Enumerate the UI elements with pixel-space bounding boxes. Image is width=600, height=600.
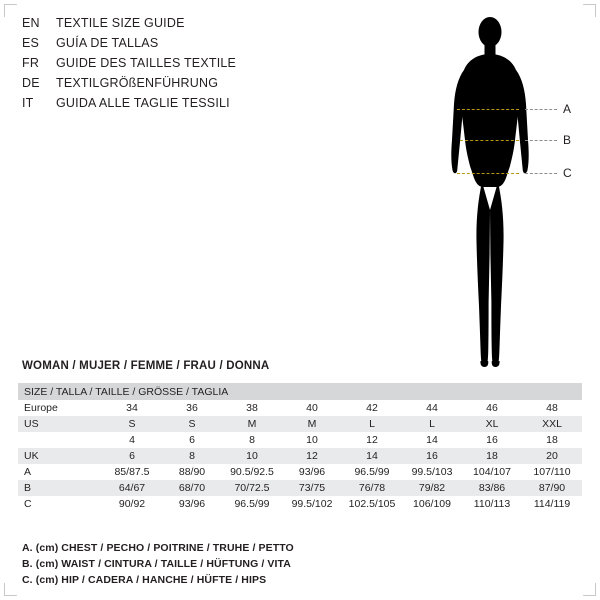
corner-mark-bottom-left: [4, 583, 17, 596]
cell-a-5: 96.5/99: [342, 464, 402, 480]
cell-europe-2: 36: [162, 400, 222, 416]
language-code-it: IT: [22, 96, 34, 110]
table-row: [18, 400, 582, 416]
cell-c-6: 106/109: [402, 496, 462, 512]
row-label-europe: Europe: [18, 400, 102, 416]
cell-b-3: 70/72.5: [222, 480, 282, 496]
cell-europe-6: 44: [402, 400, 462, 416]
measure-line-hip: [457, 173, 519, 174]
language-row-fr: [22, 56, 322, 76]
cell-europe-4: 40: [282, 400, 342, 416]
table-row: [18, 496, 582, 512]
size-table-wrapper: [18, 383, 582, 512]
cell-us-num-2: 6: [162, 432, 222, 448]
cell-a-8: 107/110: [522, 464, 582, 480]
language-code-en: EN: [22, 16, 40, 30]
cell-us-num-8: 18: [522, 432, 582, 448]
cell-b-8: 87/90: [522, 480, 582, 496]
row-label-b: B: [18, 480, 102, 496]
language-title-es: GUÍA DE TALLAS: [56, 36, 159, 50]
language-title-it: GUIDA ALLE TAGLIE TESSILI: [56, 96, 230, 110]
cell-c-8: 114/119: [522, 496, 582, 512]
cell-c-3: 96.5/99: [222, 496, 282, 512]
cell-a-4: 93/96: [282, 464, 342, 480]
cell-c-5: 102.5/105: [342, 496, 402, 512]
cell-a-6: 99.5/103: [402, 464, 462, 480]
cell-europe-7: 46: [462, 400, 522, 416]
cell-b-7: 83/86: [462, 480, 522, 496]
cell-us-letter-4: M: [282, 416, 342, 432]
cell-c-4: 99.5/102: [282, 496, 342, 512]
cell-us-num-4: 10: [282, 432, 342, 448]
pointer-line-hip: [525, 173, 557, 174]
row-label-c: C: [18, 496, 102, 512]
row-label-us: US: [18, 416, 102, 432]
table-row: [18, 480, 582, 496]
cell-b-2: 68/70: [162, 480, 222, 496]
language-code-fr: FR: [22, 56, 40, 70]
language-title-en: TEXTILE SIZE GUIDE: [56, 16, 185, 30]
cell-us-num-1: 4: [102, 432, 162, 448]
cell-b-6: 79/82: [402, 480, 462, 496]
pointer-line-waist: [525, 140, 557, 141]
woman-silhouette-icon: [430, 10, 550, 370]
cell-uk-6: 16: [402, 448, 462, 464]
cell-uk-1: 6: [102, 448, 162, 464]
language-code-de: DE: [22, 76, 40, 90]
cell-c-7: 110/113: [462, 496, 522, 512]
cell-uk-4: 12: [282, 448, 342, 464]
cell-europe-5: 42: [342, 400, 402, 416]
cell-a-2: 88/90: [162, 464, 222, 480]
cell-europe-8: 48: [522, 400, 582, 416]
cell-us-letter-1: S: [102, 416, 162, 432]
cell-a-1: 85/87.5: [102, 464, 162, 480]
measure-label-b: B: [563, 133, 572, 147]
cell-us-letter-5: L: [342, 416, 402, 432]
measure-label-c: C: [563, 166, 572, 180]
pointer-line-chest: [525, 109, 557, 110]
cell-uk-3: 10: [222, 448, 282, 464]
table-row: [18, 432, 582, 448]
language-title-block: [22, 16, 322, 116]
table-row: [18, 416, 582, 432]
cell-b-1: 64/67: [102, 480, 162, 496]
note-hip: C. (cm) HIP / CADERA / HANCHE / HÜFTE / HIPS: [22, 574, 267, 586]
cell-us-letter-6: L: [402, 416, 462, 432]
size-table: [18, 383, 582, 512]
cell-uk-2: 8: [162, 448, 222, 464]
language-row-en: [22, 16, 322, 36]
cell-europe-1: 34: [102, 400, 162, 416]
language-row-de: [22, 76, 322, 96]
cell-us-num-3: 8: [222, 432, 282, 448]
cell-us-num-7: 16: [462, 432, 522, 448]
cell-c-2: 93/96: [162, 496, 222, 512]
measurement-notes: [22, 540, 582, 588]
cell-us-letter-2: S: [162, 416, 222, 432]
measure-line-chest: [457, 109, 519, 110]
cell-us-letter-7: XL: [462, 416, 522, 432]
table-header-row: [18, 383, 582, 400]
body-figure: [400, 10, 590, 370]
cell-us-letter-3: M: [222, 416, 282, 432]
language-row-es: [22, 36, 322, 56]
cell-europe-3: 38: [222, 400, 282, 416]
language-title-fr: GUIDE DES TAILLES TEXTILE: [56, 56, 237, 70]
row-label-us-numeric: [18, 432, 102, 448]
cell-us-letter-8: XXL: [522, 416, 582, 432]
measure-label-a: A: [563, 102, 572, 116]
cell-uk-5: 14: [342, 448, 402, 464]
section-caption: WOMAN / MUJER / FEMME / FRAU / DONNA: [22, 360, 270, 372]
cell-a-3: 90.5/92.5: [222, 464, 282, 480]
cell-b-5: 76/78: [342, 480, 402, 496]
language-code-es: ES: [22, 36, 40, 50]
cell-uk-8: 20: [522, 448, 582, 464]
cell-c-1: 90/92: [102, 496, 162, 512]
language-title-de: TEXTILGRÖßENFÜHRUNG: [56, 76, 219, 90]
cell-us-num-5: 12: [342, 432, 402, 448]
corner-mark-top-left: [4, 4, 17, 17]
table-row: [18, 448, 582, 464]
cell-b-4: 73/75: [282, 480, 342, 496]
cell-us-num-6: 14: [402, 432, 462, 448]
measure-line-waist: [460, 140, 519, 141]
note-chest: A. (cm) CHEST / PECHO / POITRINE / TRUHE / PETTO: [22, 542, 294, 554]
table-header-label: SIZE / TALLA / TAILLE / GRÖSSE / TAGLIA: [18, 383, 582, 400]
corner-mark-bottom-right: [583, 583, 596, 596]
table-row: [18, 464, 582, 480]
cell-a-7: 104/107: [462, 464, 522, 480]
language-row-it: [22, 96, 322, 116]
cell-uk-7: 18: [462, 448, 522, 464]
row-label-a: A: [18, 464, 102, 480]
row-label-uk: UK: [18, 448, 102, 464]
note-waist: B. (cm) WAIST / CINTURA / TAILLE / HÜFTUNG / VITA: [22, 558, 291, 570]
